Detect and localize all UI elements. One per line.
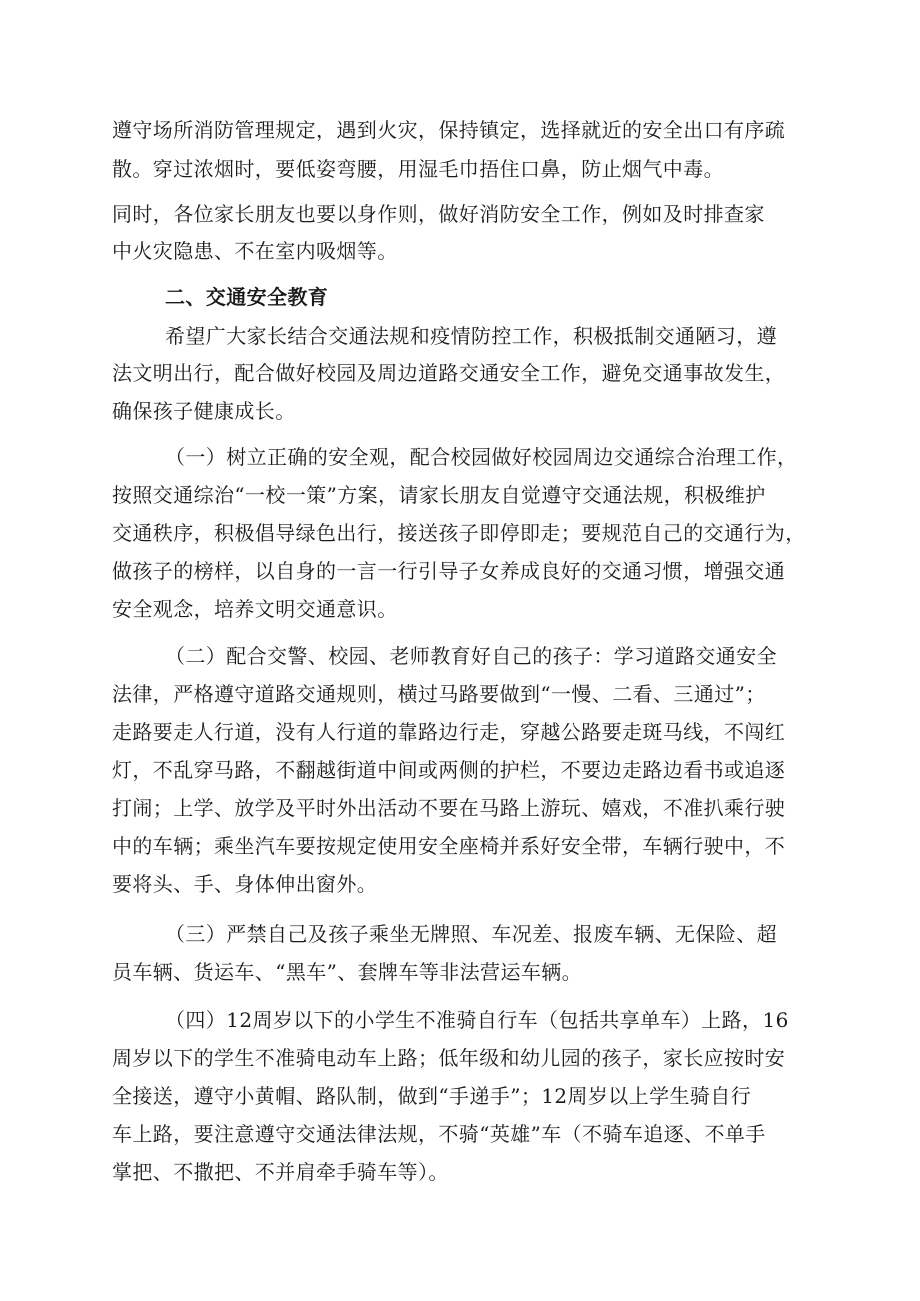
paragraph-line: 要将头、手、身体伸出窗外。 [112, 872, 378, 896]
paragraph-line: 做孩子的榜样，以自身的一言一行引导子女养成良好的交通习惯，增强交通 [112, 559, 786, 583]
paragraph-line: 希望广大家长结合交通法规和疫情防控工作，积极抵制交通陋习，遵 [165, 324, 777, 348]
paragraph-line: 打闹；上学、放学及平时外出活动不要在马路上游玩、嬉戏，不准扒乘行驶 [112, 796, 786, 820]
paragraph-line: 法文明出行，配合做好校园及周边道路交通安全工作，避免交通事故发生， [112, 361, 786, 385]
paragraph-line: 确保孩子健康成长。 [112, 399, 296, 423]
paragraph-line: （四）12周岁以下的小学生不准骑自行车（包括共享单车）上路，16 [165, 1008, 789, 1032]
paragraph-line: 周岁以下的学生不准骑电动车上路；低年级和幼儿园的孩子，家长应按时安 [112, 1046, 786, 1070]
paragraph-line: 中的车辆；乘坐汽车要按规定使用安全座椅并系好安全带，车辆行驶中，不 [112, 834, 786, 858]
paragraph-line: 同时，各位家长朋友也要以身作则，做好消防安全工作，例如及时排查家 [112, 202, 765, 226]
paragraph-line: （二）配合交警、校园、老师教育好自己的孩子：学习道路交通安全 [165, 644, 777, 668]
paragraph-line: 员车辆、货运车、“黑车”、套牌车等非法营运车辆。 [112, 960, 583, 984]
paragraph-line: 法律，严格遵守道路交通规则，横过马路要做到“一慢、二看、三通过”； [112, 682, 766, 706]
paragraph-line: （一）树立正确的安全观，配合校园做好校园周边交通综合治理工作， [165, 445, 798, 469]
paragraph-line: （三）严禁自己及孩子乘坐无牌照、车况差、报废车辆、无保险、超 [165, 922, 777, 946]
paragraph-line: 中火灾隐患、不在室内吸烟等。 [112, 239, 398, 263]
paragraph-line: 灯，不乱穿马路，不翻越街道中间或两侧的护栏，不要边走路边看书或追逐 [112, 758, 786, 782]
paragraph-line: 掌把、不撒把、不并肩牵手骑车等）。 [112, 1160, 449, 1184]
paragraph-line: 遵守场所消防管理规定，遇到火灾，保持镇定，选择就近的安全出口有序疏 [112, 118, 786, 142]
paragraph-line: 车上路，要注意遵守交通法律法规，不骑“英雄”车（不骑车追逐、不单手 [112, 1122, 766, 1146]
paragraph-line: 安全观念，培养文明交通意识。 [112, 597, 398, 621]
section-heading: 二、交通安全教育 [165, 285, 329, 309]
paragraph-line: 交通秩序，积极倡导绿色出行，接送孩子即停即走；要规范自己的交通行为， [112, 521, 806, 545]
paragraph-line: 散。穿过浓烟时，要低姿弯腰，用湿毛巾捂住口鼻，防止烟气中毒。 [112, 157, 724, 181]
paragraph-line: 按照交通综治“一校一策”方案，请家长朋友自觉遵守交通法规，积极维护 [112, 483, 766, 507]
paragraph-line: 走路要走人行道，没有人行道的靠路边行走，穿越公路要走斑马线，不闯红 [112, 720, 786, 744]
paragraph-line: 全接送，遵守小黄帽、路队制，做到“手递手”；12周岁以上学生骑自行 [112, 1084, 752, 1108]
